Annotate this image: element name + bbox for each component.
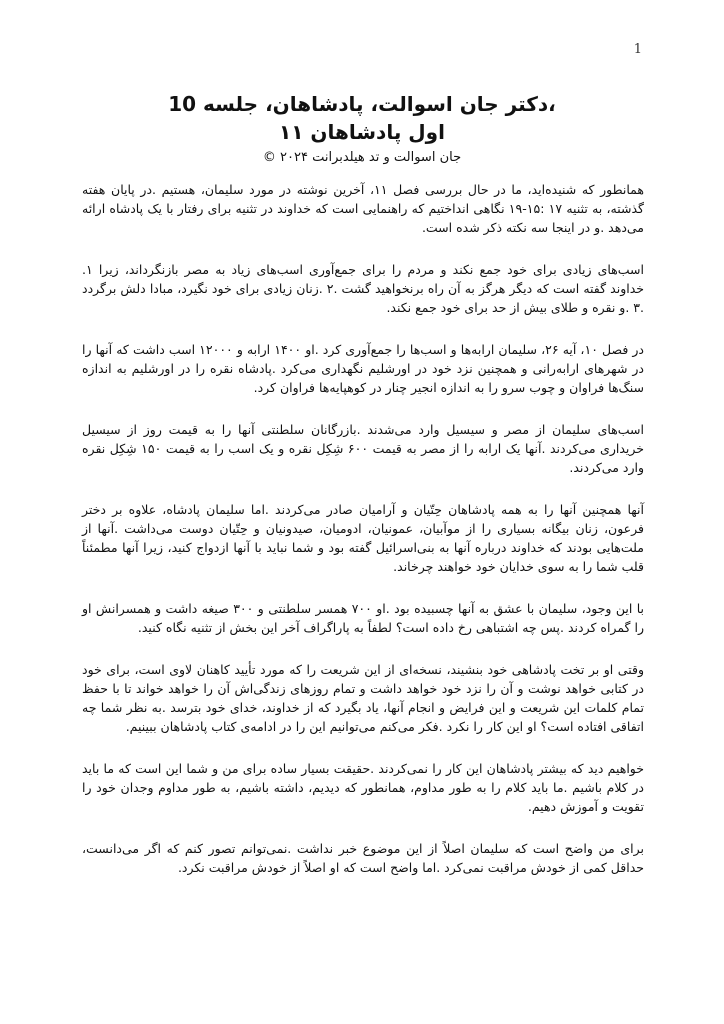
paragraph: وقتی او بر تخت پادشاهی خود بنشیند، نسخه‌ای از این شریعت را که مورد تأیید کاهنان لاوی است، برای خود در کتابی خواهد نوشت و آن را نزد خود خواهد داشت و تمام روزهای زندگی‌اش آن را خواهد خواند تا با حفظ تمام کلمات این شریعت و این فرایض و انجام آنها، یاد بگیرد که از خداوند، خدای خود بترسد .به نظر شما چه اتفاقی افتاده است؟ او این کار را نکرد .فکر می‌کنم می‌توانیم این را در ادامه‌ی کتاب پادشاهان ببینیم. — [82, 662, 644, 734]
document-author: جان اسوالت و تد هیلدبرانت ۲۰۲۴ © — [262, 150, 462, 165]
paragraph: برای من واضح است که سلیمان اصلاً از این موضوع خبر نداشت .نمی‌توانم تصور کنم که اگر می‌دانست، حداقل کمی از خودش مراقبت نمی‌کرد .اما واضح است که او اصلاً از خودش مراقبت نکرد. — [82, 841, 644, 875]
paragraph: آنها همچنین آنها را به همه پادشاهان حِتّیان و آرامیان صادر می‌کردند .اما سلیمان پادشاه، علاوه بر دختر فرعون، زنان بیگانه بسیاری را از موآبیان، عمونیان، ادومیان، صیدونیان و حِتّیان دوست می‌داشت .آنها از ملت‌هایی بودند که خداوند درباره آنها به بنی‌اسرائیل گفته بود و شما نباید با آنها ازدواج کنید، زیرا آنها مطمئناً قلب شما را به سوی خدایان خود خواهند چرخاند. — [82, 502, 644, 574]
page-number: 1 — [633, 42, 642, 57]
document-header — [80, 90, 644, 168]
paragraph: اسب‌های سلیمان از مصر و سیسیل وارد می‌شدند .بازرگانان سلطنتی آنها را به قیمت روز از سیسیل خریداری می‌کردند .آنها یک ارابه را از مصر به قیمت ۶۰۰ شِکِل نقره و یک اسب را به قیمت ۱۵۰ شِکِل نقره وارد می‌کردند. — [82, 422, 644, 475]
document-title: ،دکتر جان اسوالت، پادشاهان، جلسه 10 — [168, 92, 556, 116]
document-body — [82, 180, 644, 900]
paragraph: اسب‌های زیادی برای خود جمع نکند و مردم را برای جمع‌آوری اسب‌های زیاد به مصر بازنگرداند، زیرا ۱. خداوند گفته است که دیگر هرگز به آن راه برنخواهید گشت .۲ .زنان زیادی برای خود نگیرد، مبادا دلش برگردد .۳ .و نقره و طلای بیش از حد برای خود جمع نکند. — [82, 262, 644, 315]
paragraph: در فصل ۱۰، آیه ۲۶، سلیمان ارابه‌ها و اسب‌ها را جمع‌آوری کرد .او ۱۴۰۰ ارابه و ۱۲۰۰۰ اسب داشت که آنها را در شهرهای ارابه‌رانی و همچنین نزد خود در اورشلیم نگهداری می‌کرد .پادشاه نقره را در اورشلیم به اندازه سنگ‌ها فراوان و چوب سرو را به اندازه انجیر چنار در کوهپایه‌ها فراوان کرد. — [82, 342, 644, 395]
paragraph: همانطور که شنیده‌اید، ما در حال بررسی فصل ۱۱، آخرین نوشته در مورد سلیمان، هستیم .در پایان هفته گذشته، به تثنیه ۱۷ :۱۵-۱۹ نگاهی انداختیم که راهنمایی است که خداوند در تثنیه برای رفتار با یک پادشاه ارائه می‌دهد .و در اینجا سه نکته ذکر شده است. — [82, 182, 645, 235]
paragraph: با این وجود، سلیمان با عشق به آنها چسبیده بود .او ۷۰۰ همسر سلطنتی و ۳۰۰ صیغه داشت و همسرانش او را گمراه کردند .پس چه اشتباهی رخ داده است؟ لطفاً به پاراگراف آخر این بخش از تثنیه نگاه کنید. — [82, 601, 645, 635]
document-subtitle: اول پادشاهان ۱۱ — [279, 120, 445, 144]
paragraph: خواهیم دید که بیشتر پادشاهان این کار را نمی‌کردند .حقیقت بسیار ساده برای من و شما این است که ما باید در کلام باشیم .ما باید کلام را به طور مداوم، همانطور که دیدیم، داشته باشیم، به طور مداوم وجدان خود را تقویت و آموزش دهیم. — [82, 761, 644, 814]
